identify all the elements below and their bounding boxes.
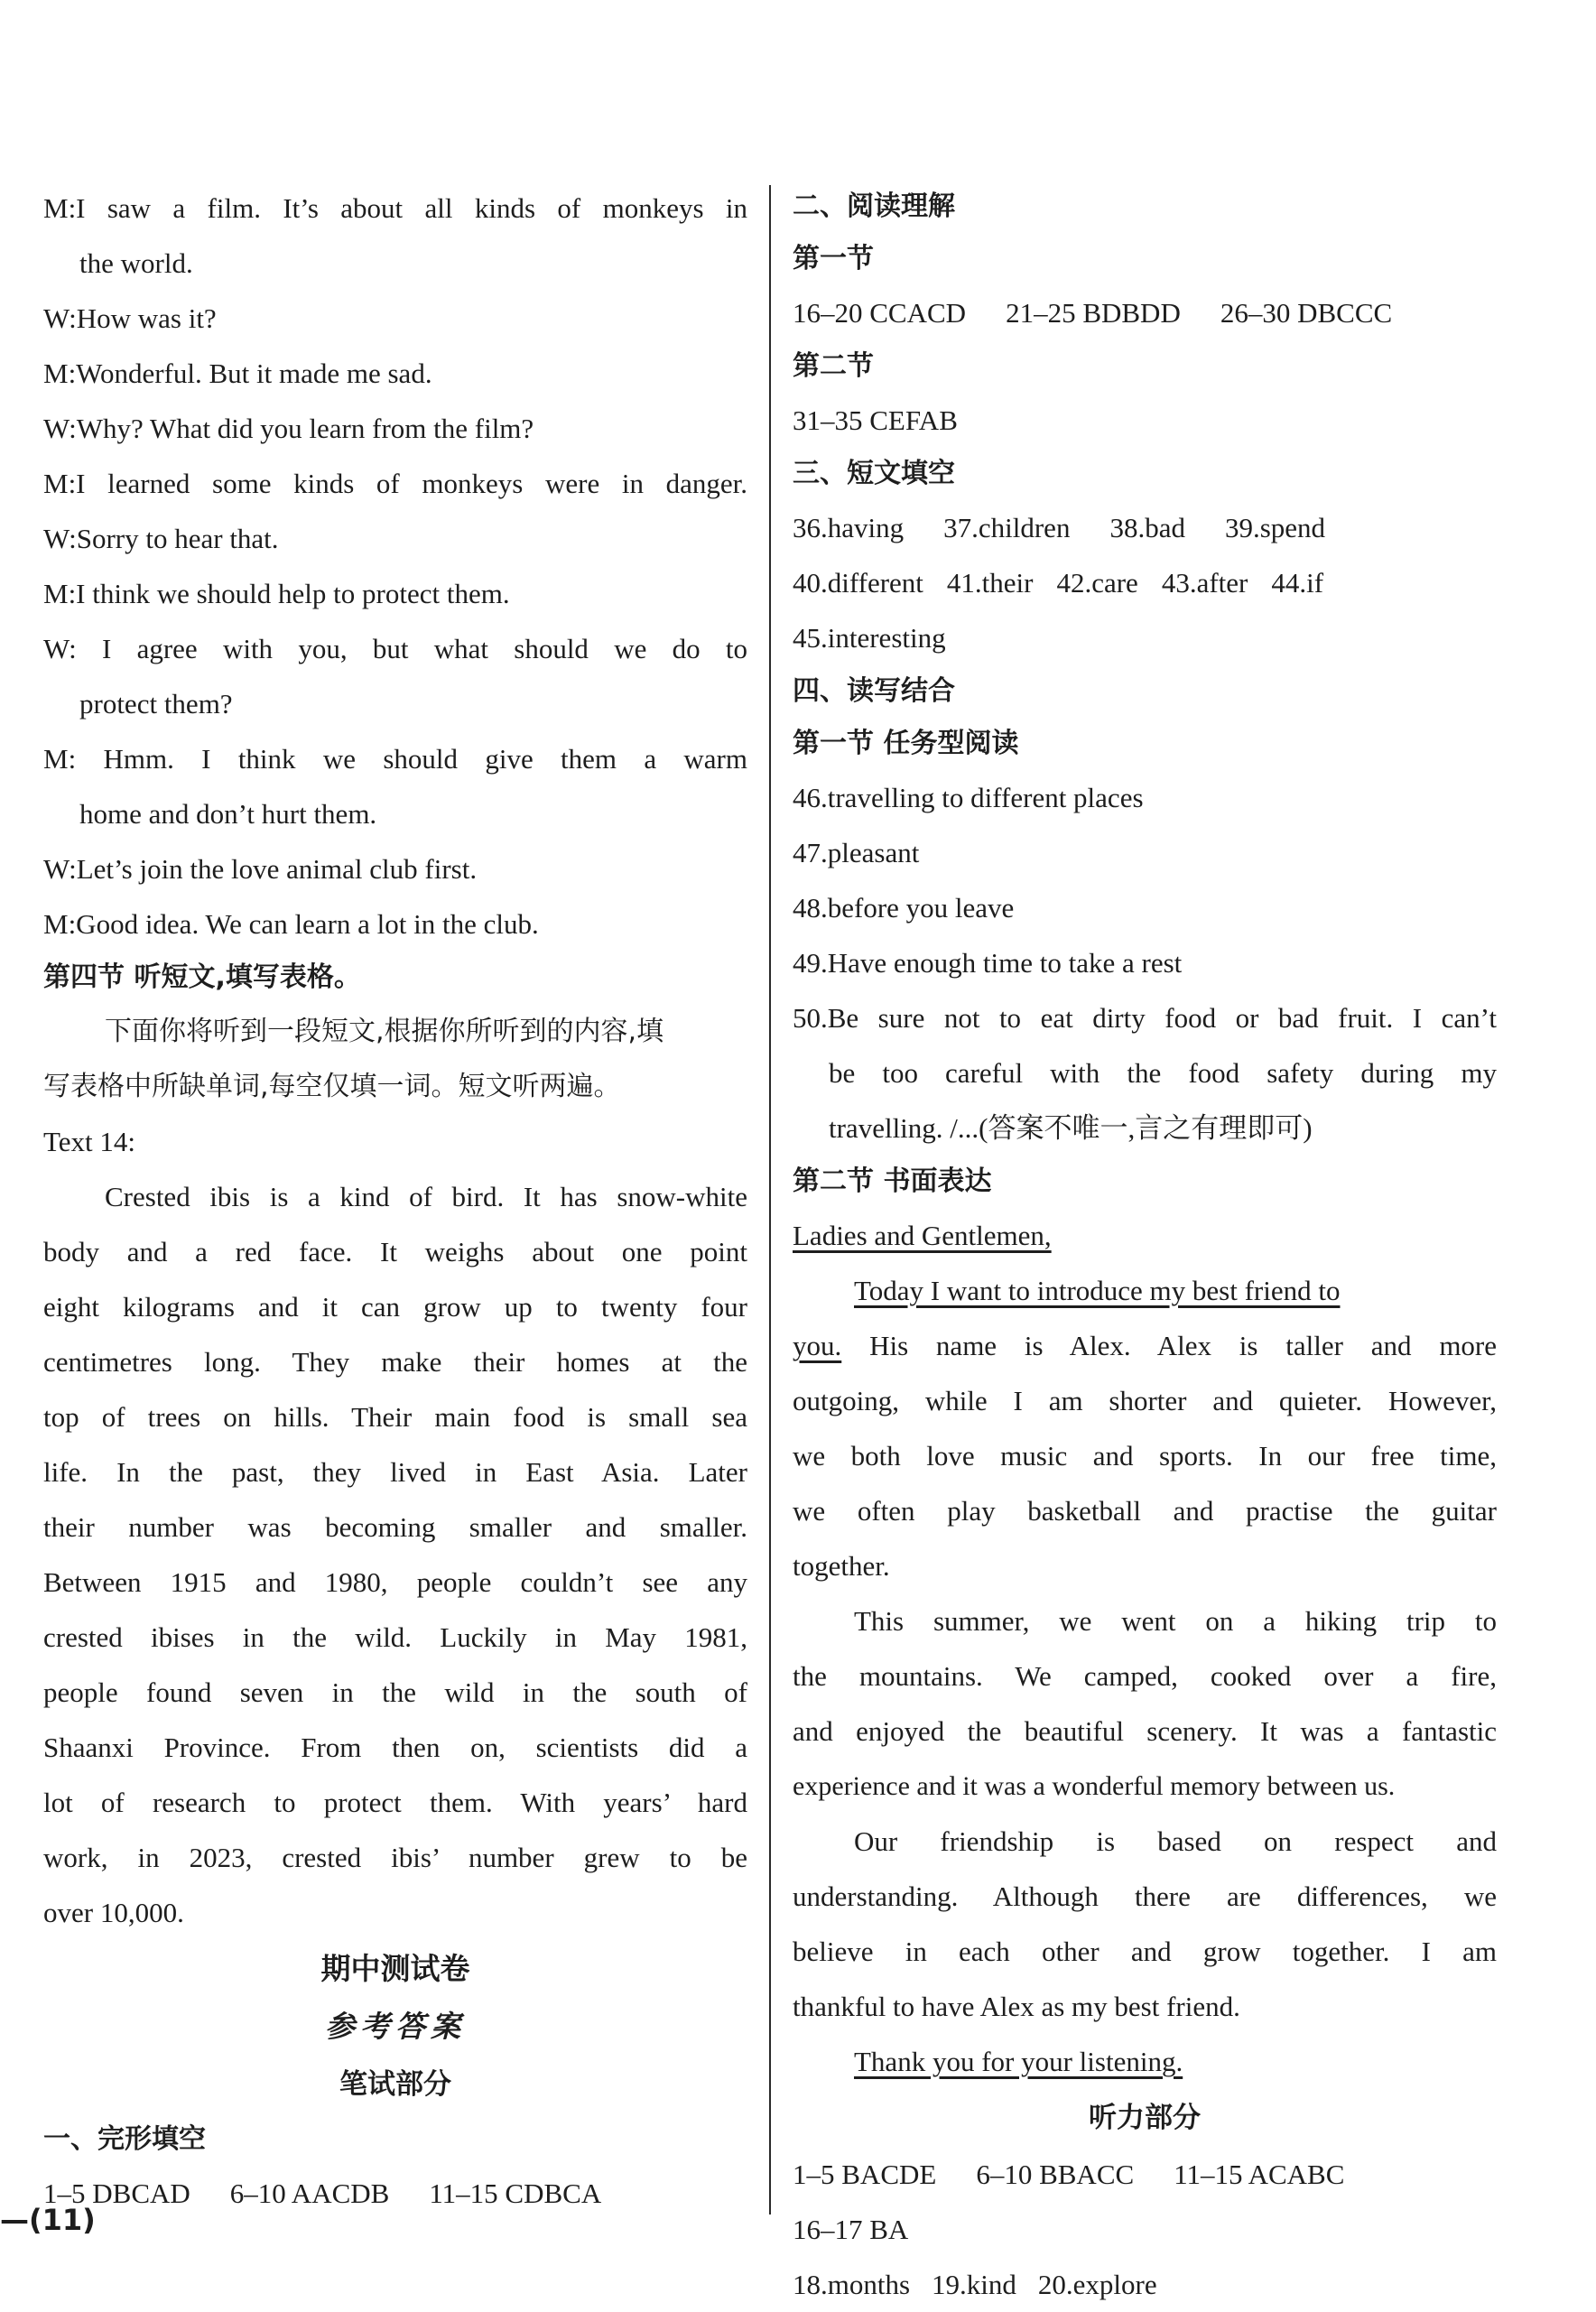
answer-item: 43.after	[1161, 567, 1248, 599]
essay-line: outgoing, while I am shorter and quieter. However,	[793, 1385, 1497, 1416]
column-divider	[769, 185, 771, 2215]
passage-line: people found seven in the wild in the south of	[43, 1676, 747, 1708]
answer-group: 1–5 DBCAD	[43, 2177, 190, 2209]
dialog-line: M: Hmm. I think we should give them a warm	[43, 743, 747, 775]
answer-group: 11–15 CDBCA	[429, 2177, 602, 2209]
instruction-text: 下面你将听到一段短文,根据你所听到的内容,填	[105, 1016, 664, 1047]
answer-item: 39.spend	[1224, 512, 1326, 543]
reading-answers: 31–35 CEFAB	[793, 404, 958, 436]
answer-group: 21–25 BDBDD	[1006, 297, 1181, 329]
passage-line: eight kilograms and it can grow up to twenty four	[43, 1291, 747, 1323]
task-answer: 47.pleasant	[793, 837, 920, 868]
passage-line: body and a red face. It weighs about one point	[43, 1236, 747, 1267]
read-write-heading: 四、读写结合	[793, 675, 955, 707]
reading-answers	[793, 285, 1497, 340]
passage-line: crested ibises in the wild. Luckily in May 1981,	[43, 1621, 747, 1653]
dialog-line: protect them?	[79, 688, 233, 720]
answer-group: 16–20 CCACD	[793, 297, 967, 329]
task-answer: 48.before you leave	[793, 892, 1015, 924]
essay-greeting-text: Ladies and Gentlemen,	[793, 1220, 1052, 1251]
dialog-line: home and don’t hurt them.	[79, 798, 377, 830]
dialog-line: W:Sorry to hear that.	[43, 523, 279, 554]
task-answer: 46.travelling to different places	[793, 782, 1144, 813]
section-heading: 第一节	[793, 243, 874, 274]
essay-opening	[793, 1263, 1497, 1318]
answer-item: 42.care	[1056, 567, 1138, 599]
passage-line: work, in 2023, crested ibis’ number grew to be	[43, 1842, 747, 1873]
essay-line: and enjoyed the beautiful scenery. It was a fantastic	[793, 1715, 1497, 1747]
answer-item: 44.if	[1271, 567, 1324, 599]
passage-line: life. In the past, they lived in East Asia. Later	[43, 1456, 747, 1488]
essay-closing	[793, 2034, 1497, 2089]
dialog-line: M:I saw a film. It’s about all kinds of monkeys in	[43, 192, 747, 224]
task-answer: 49.Have enough time to take a rest	[793, 947, 1183, 979]
answer-item: 41.their	[946, 567, 1034, 599]
passage-line: over 10,000.	[43, 1897, 184, 1928]
answer-item: 37.children	[943, 512, 1071, 543]
passage-line: centimetres long. They make their homes at the	[43, 1346, 747, 1378]
dialog-line: W:Why? What did you learn from the film?	[43, 413, 534, 444]
answer-item: 38.bad	[1109, 512, 1185, 543]
dialog-line: W:Let’s join the love animal club first.	[43, 853, 478, 885]
essay-line: believe in each other and grow together. I am	[793, 1936, 1497, 1967]
fill-answers	[793, 500, 1497, 555]
answer-item: 18.months	[793, 2269, 911, 2300]
passage-line: Shaanxi Province. From then on, scientists did a	[43, 1732, 747, 1763]
dialog-line: M:I learned some kinds of monkeys were in danger.	[43, 468, 747, 499]
essay-line: This summer, we went on a hiking trip to	[854, 1605, 1497, 1637]
essay-line	[793, 1318, 1497, 1373]
section-heading: 第四节 听短文,填写表格。	[43, 961, 361, 993]
fill-answers: 45.interesting	[793, 622, 946, 654]
task-answer: be too careful with the food safety during my	[829, 1057, 1497, 1089]
essay-line: we both love music and sports. In our free time,	[793, 1440, 1497, 1472]
answer-item: 19.kind	[932, 2269, 1016, 2300]
passage-line: lot of research to protect them. With years’ hard	[43, 1787, 747, 1818]
listening-answers: 16–17 BA	[793, 2214, 909, 2245]
answer-group: 6–10 AACDB	[229, 2177, 390, 2209]
answer-group: 26–30 DBCCC	[1220, 297, 1393, 329]
essay-closing-text: Thank you for your listening.	[854, 2046, 1183, 2077]
answer-item: 36.having	[793, 512, 905, 543]
answer-item: 40.different	[793, 567, 923, 599]
exam-title: 期中测试卷	[320, 1951, 470, 1986]
essay-opening-text: you.	[793, 1330, 842, 1361]
essay-greeting	[793, 1208, 1497, 1263]
left-column	[43, 181, 747, 2221]
cloze-heading: 一、完形填空	[43, 2123, 206, 2155]
answer-group: 1–5 BACDE	[793, 2159, 937, 2190]
task-answer: 50.Be sure not to eat dirty food or bad fruit. I can’t	[793, 1002, 1497, 1034]
task-answer: travelling. /...(答案不唯一,言之有理即可)	[829, 1112, 1313, 1144]
instruction-text: 写表格中所缺单词,每空仅填一词。短文听两遍。	[43, 1071, 621, 1102]
written-part-title: 笔试部分	[339, 2068, 451, 2101]
passage-line: Crested ibis is a kind of bird. It has snow-white	[105, 1181, 747, 1212]
essay-line: the mountains. We camped, cooked over a fire,	[793, 1660, 1497, 1692]
dialog-line: W:How was it?	[43, 302, 217, 334]
answer-item: 20.explore	[1037, 2269, 1157, 2300]
dialog-line: the world.	[79, 247, 193, 279]
essay-line: thankful to have Alex as my best friend.	[793, 1991, 1240, 2022]
reference-answers-title: 参考答案	[325, 2009, 466, 2044]
fill-answers	[793, 555, 1497, 610]
section-heading: 第二节	[793, 350, 874, 382]
answer-group: 11–15 ACABC	[1174, 2159, 1345, 2190]
essay-line: understanding. Although there are differences, we	[793, 1880, 1497, 1912]
passage-line: top of trees on hills. Their main food is small sea	[43, 1401, 747, 1433]
writing-heading: 第二节 书面表达	[793, 1165, 992, 1197]
essay-opening-text: Today I want to introduce my best friend to	[854, 1275, 1341, 1306]
listening-heading: 听力部分	[1089, 2102, 1201, 2134]
listening-answers	[793, 2147, 1497, 2202]
fill-heading: 三、短文填空	[793, 458, 955, 489]
passage-line: Between 1915 and 1980, people couldn’t see any	[43, 1566, 747, 1598]
listening-answers	[793, 2257, 1497, 2312]
right-column	[793, 181, 1497, 2312]
essay-line: experience and it was a wonderful memory between us.	[793, 1771, 1396, 1801]
dialog-line: M:Wonderful. But it made me sad.	[43, 357, 432, 389]
passage-line: their number was becoming smaller and smaller.	[43, 1511, 747, 1543]
cloze-answers	[43, 2166, 747, 2221]
answer-group: 6–10 BBACC	[976, 2159, 1135, 2190]
essay-line: Our friendship is based on respect and	[854, 1825, 1497, 1857]
dialog-line: M:I think we should help to protect them.	[43, 578, 510, 609]
page-number: —(11)	[0, 2203, 96, 2237]
dialog-line: W: I agree with you, but what should we do to	[43, 633, 747, 664]
dialog-line: M:Good idea. We can learn a lot in the club.	[43, 908, 539, 940]
essay-line: we often play basketball and practise the guitar	[793, 1495, 1497, 1527]
essay-text: His name is Alex. Alex is taller and more	[869, 1330, 1498, 1361]
reading-heading: 二、阅读理解	[793, 190, 955, 222]
task-heading: 第一节 任务型阅读	[793, 728, 1019, 759]
text-label: Text 14:	[43, 1126, 136, 1157]
essay-line: together.	[793, 1550, 890, 1582]
